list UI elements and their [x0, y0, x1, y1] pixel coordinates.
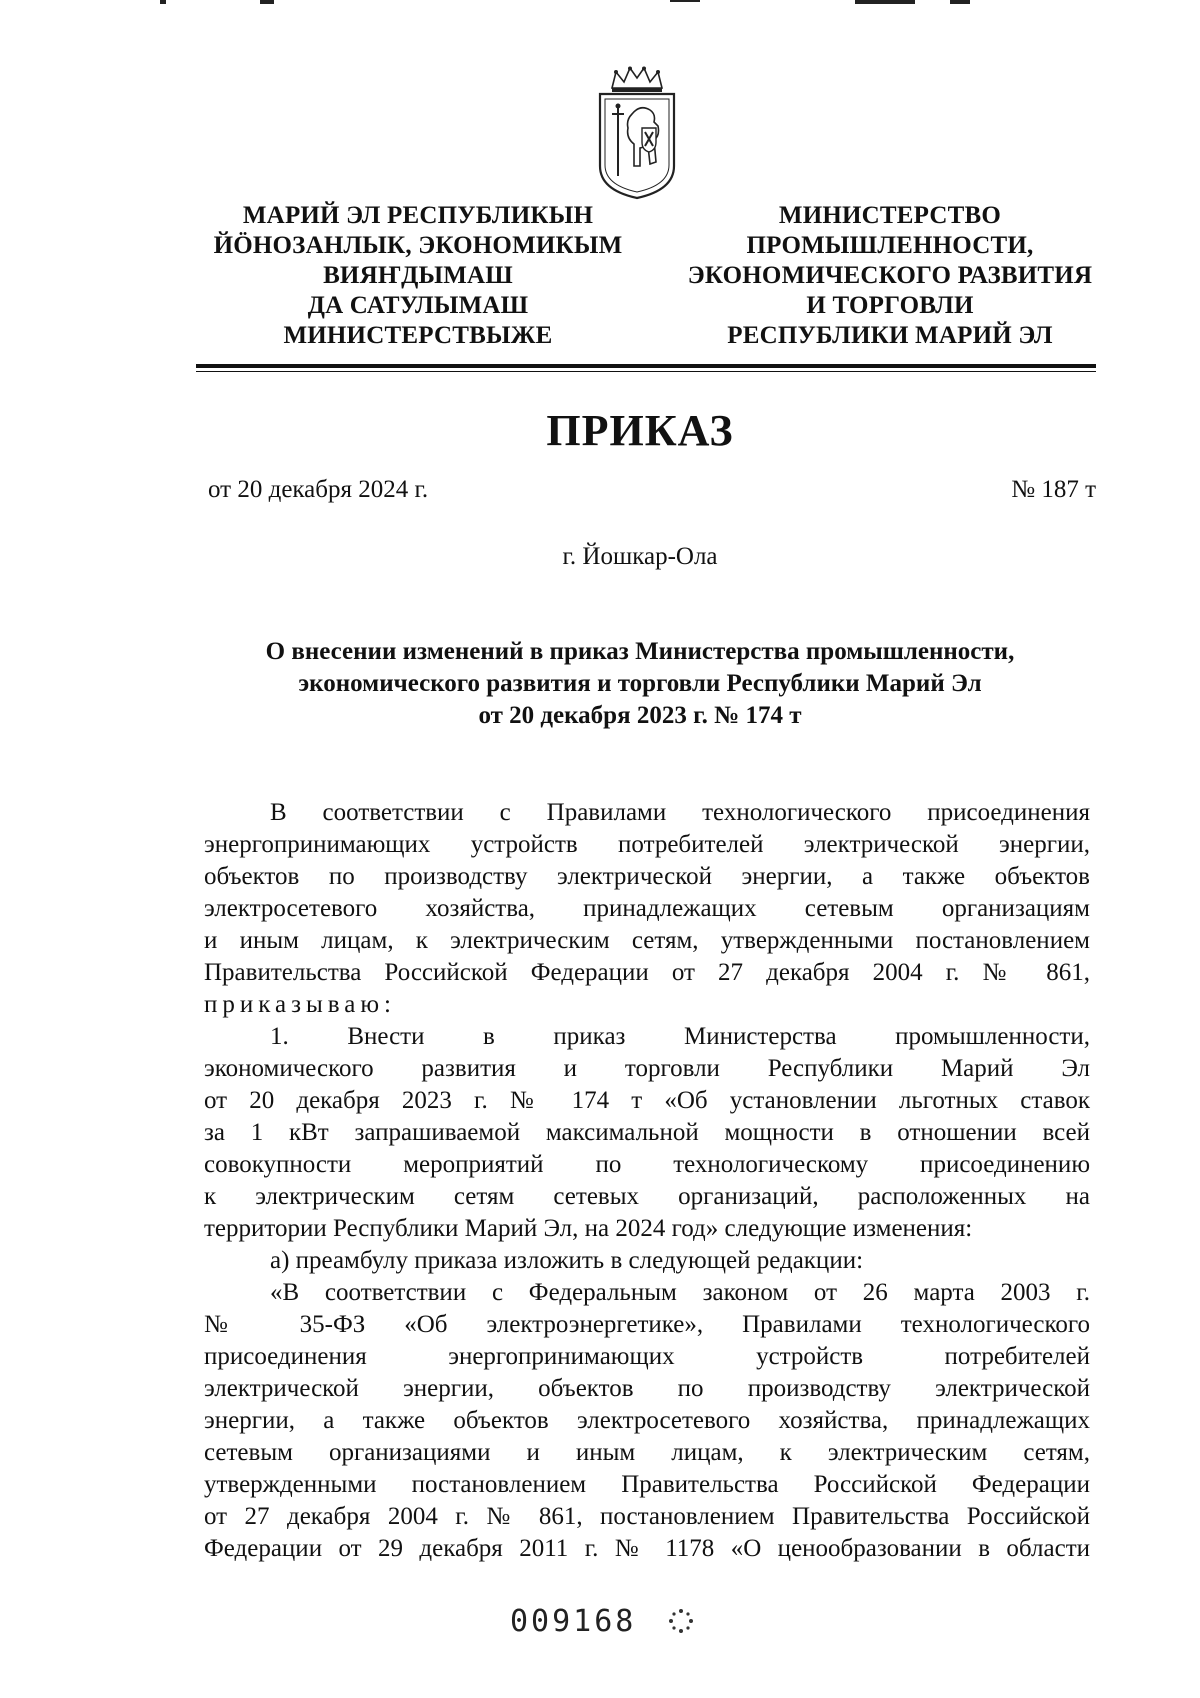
body-line: электрической энергии, объектов по производству электрической — [204, 1375, 1090, 1402]
header-divider-thin — [196, 371, 1096, 372]
body-line: Правительства Российской Федерации от 27 декабря 2004 г. № 861, — [204, 959, 1090, 986]
body-line: сетевым организациями и иным лицам, к электрическим сетям, — [204, 1439, 1090, 1466]
document-city: г. Йошкар-Ола — [562, 543, 718, 570]
header-left-line: ВИЯҤДЫМАШ — [323, 262, 513, 289]
body-line: от 27 декабря 2004 г. № 861, постановлением Правительства Российской — [204, 1503, 1090, 1530]
body-line: экономического развития и торговли Республики Марий Эл — [204, 1055, 1090, 1082]
header-left-line: МИНИСТЕРСТВЫЖЕ — [283, 322, 553, 349]
header-divider-thick — [196, 364, 1096, 368]
subject-line: от 20 декабря 2023 г. № 174 т — [478, 702, 802, 729]
body-line: территории Республики Марий Эл, на 2024 год» следующие изменения: — [204, 1215, 973, 1242]
coat-of-arms-emblem — [596, 66, 678, 200]
header-right-line: И ТОРГОВЛИ — [806, 292, 974, 319]
document-subject — [200, 636, 1080, 732]
subject-line: О внесении изменений в приказ Министерства промышленности, — [265, 638, 1015, 665]
ministry-name-mari — [186, 201, 650, 351]
header-right-line: МИНИСТЕРСТВО — [778, 202, 1002, 229]
body-line: В соответствии с Правилами технологического присоединения — [270, 799, 1090, 826]
header-right-line: ПРОМЫШЛЕННОСТИ, — [746, 232, 1034, 259]
body-line: утвержденными постановлением Правительства Российской Федерации — [204, 1471, 1090, 1498]
scan-artifacts — [150, 0, 1050, 8]
header-left-line: МАРИЙ ЭЛ РЕСПУБЛИКЫН — [242, 202, 594, 229]
document-date: от 20 декабря 2024 г. — [208, 476, 429, 503]
body-line: и иным лицам, к электрическим сетям, утвержденными постановлением — [204, 927, 1090, 954]
form-serial-number: 009168 — [510, 1604, 637, 1639]
body-line: за 1 кВт запрашиваемой максимальной мощности в отношении всей — [204, 1119, 1090, 1146]
body-line: 1. Внести в приказ Министерства промышленности, — [270, 1023, 1090, 1050]
body-line-order-word: приказываю: — [204, 991, 396, 1018]
body-line: совокупности мероприятий по технологическому присоединению — [204, 1151, 1090, 1178]
body-line: энергии, а также объектов электросетевого хозяйства, принадлежащих — [204, 1407, 1090, 1434]
body-line: к электрическим сетям сетевых организаций, расположенных на — [204, 1183, 1090, 1210]
body-line: а) преамбулу приказа изложить в следующей редакции: — [270, 1247, 864, 1274]
document-number: № 187 т — [1011, 476, 1096, 503]
header-right-line: РЕСПУБЛИКИ МАРИЙ ЭЛ — [727, 322, 1053, 349]
header-left-line: ЙӦНОЗАНЛЫК, ЭКОНОМИКЫМ — [213, 232, 623, 259]
security-mark-icon — [667, 1607, 695, 1635]
body-line: электросетевого хозяйства, принадлежащих сетевым организациям — [204, 895, 1090, 922]
body-line: присоединения энергопринимающих устройств потребителей — [204, 1343, 1090, 1370]
header-right-line: ЭКОНОМИЧЕСКОГО РАЗВИТИЯ — [687, 262, 1093, 289]
body-line: энергопринимающих устройств потребителей электрической энергии, — [204, 831, 1090, 858]
document-body — [204, 797, 1090, 1565]
ministry-name-russian — [660, 201, 1120, 351]
body-line: объектов по производству электрической энергии, а также объектов — [204, 863, 1090, 890]
document-title: ПРИКАЗ — [546, 406, 734, 455]
body-line: Федерации от 29 декабря 2011 г. № 1178 «О ценообразовании в области — [204, 1535, 1090, 1562]
subject-line: экономического развития и торговли Республики Марий Эл — [298, 670, 982, 697]
header-left-line: ДА САТУЛЫМАШ — [307, 292, 529, 319]
body-line: «В соответствии с Федеральным законом от 26 марта 2003 г. — [270, 1279, 1090, 1306]
body-line: от 20 декабря 2023 г. № 174 т «Об установлении льготных ставок — [204, 1087, 1090, 1114]
body-line: № 35-ФЗ «Об электроэнергетике», Правилами технологического — [204, 1311, 1090, 1338]
